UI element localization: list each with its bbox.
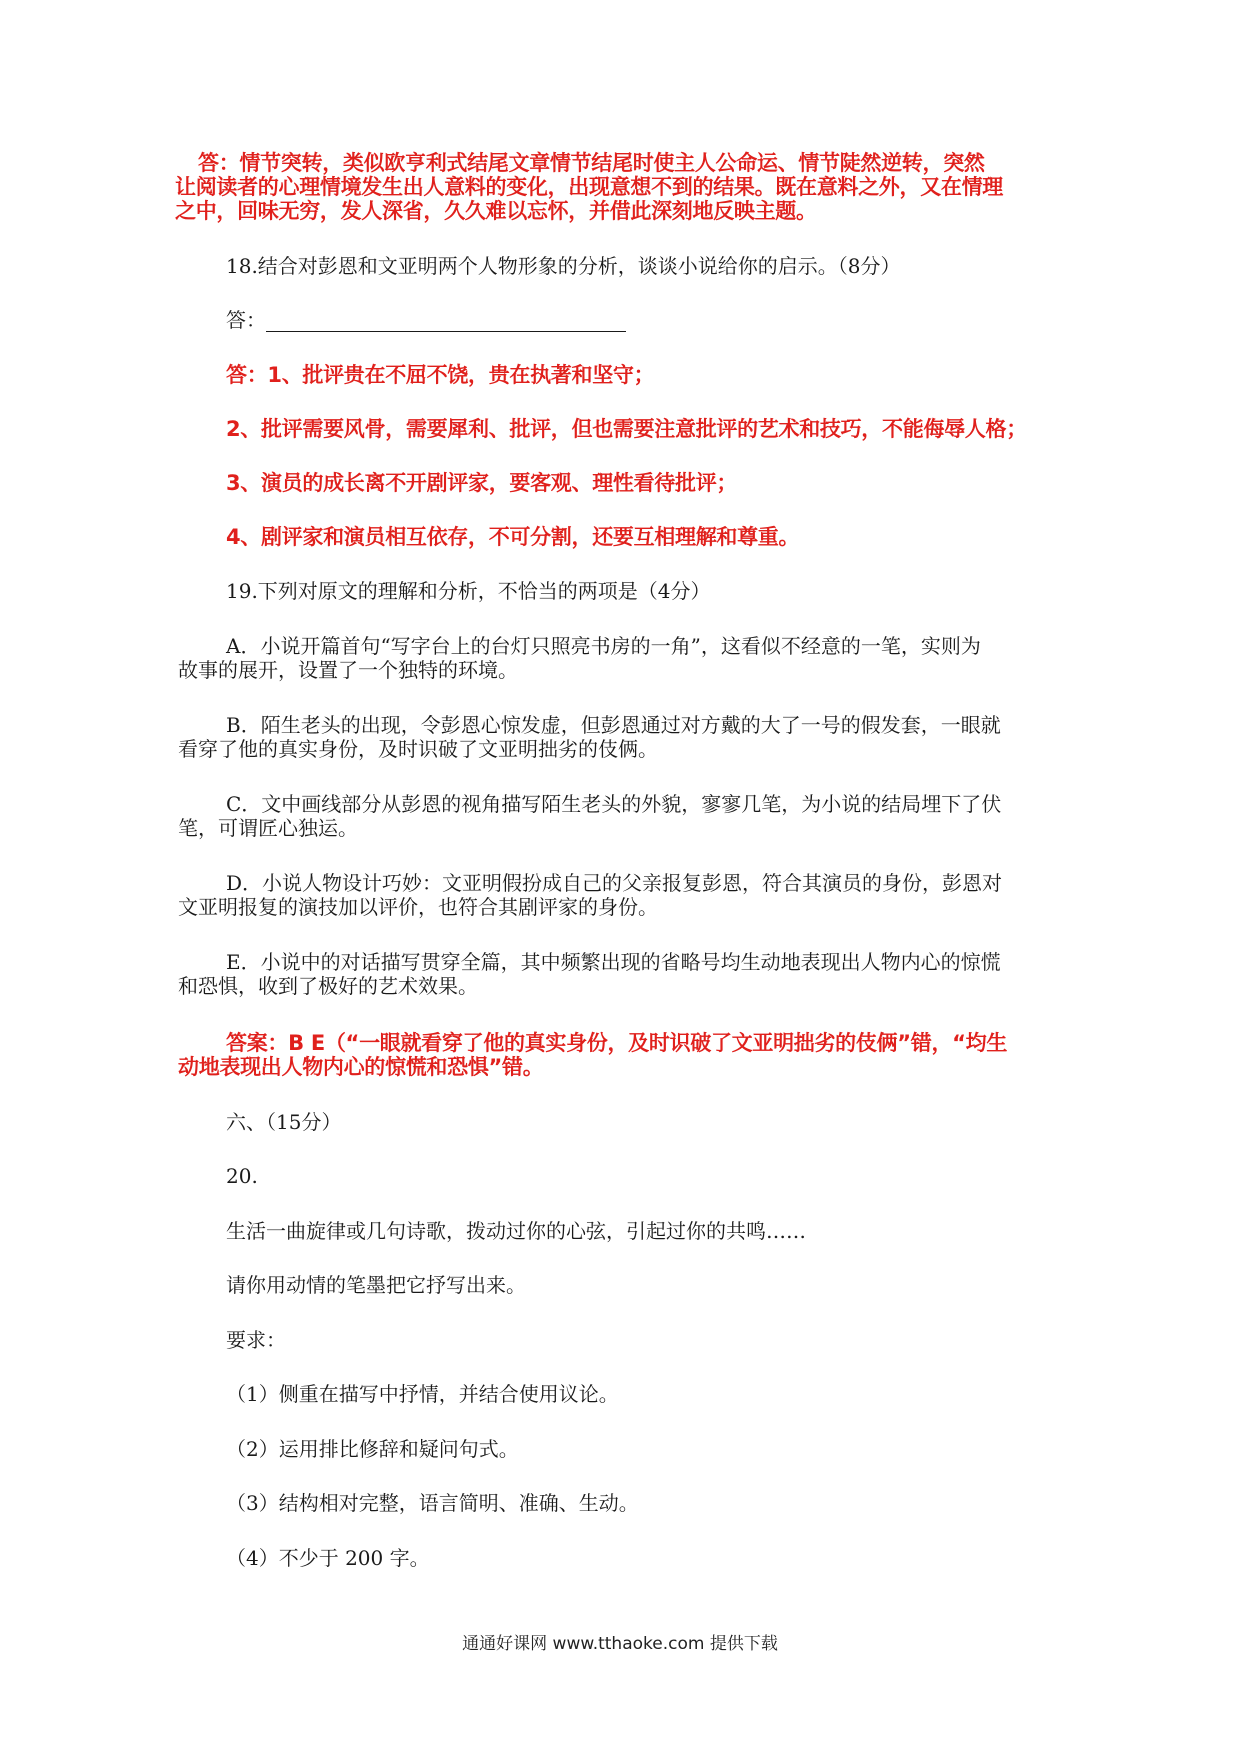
answer-18-item-2: 2、批评需要风骨，需要犀利、批评，但也需要注意批评的艺术和技巧，不能侮辱人格；: [226, 417, 1027, 441]
answer-17-line-1: 答：情节突转，类似欧亨利式结尾文章情节结尾时使主人公命运、情节陡然逆转，突然: [198, 151, 985, 175]
option-c-line-2: 笔，可谓匠心独运。: [178, 816, 358, 840]
section-6-heading: 六、（15分）: [226, 1110, 342, 1134]
question-20-prompt-1: 生活一曲旋律或几句诗歌，拨动过你的心弦，引起过你的共鸣……: [226, 1219, 806, 1243]
question-18: 18.结合对彭恩和文亚明两个人物形象的分析，谈谈小说给你的启示。（8分）: [226, 254, 901, 278]
option-d-line-2: 文亚明报复的演技加以评价，也符合其剧评家的身份。: [178, 895, 658, 919]
question-20-prompt-2: 请你用动情的笔墨把它抒写出来。: [226, 1273, 526, 1297]
page-footer: 通通好课网 www.tthaoke.com 提供下载: [462, 1634, 778, 1654]
requirement-2: （2）运用排比修辞和疑问句式。: [226, 1437, 519, 1461]
question-20-number: 20.: [226, 1164, 258, 1188]
requirements-label: 要求：: [226, 1328, 286, 1352]
answer-19-line-2: 动地表现出人物内心的惊慌和恐惧”错。: [178, 1055, 544, 1079]
requirement-4: （4）不少于 200 字。: [226, 1546, 430, 1570]
answer-18-item-4: 4、剧评家和演员相互依存，不可分割，还要互相理解和尊重。: [226, 525, 800, 549]
answer-17-line-2: 让阅读者的心理情境发生出人意料的变化，出现意想不到的结果。既在意料之外，又在情理: [175, 175, 1003, 199]
option-d-line-1: D．小说人物设计巧妙：文亚明假扮成自己的父亲报复彭恩，符合其演员的身份，彭恩对: [226, 871, 1003, 895]
answer-18-blank: [226, 308, 626, 332]
requirement-1: （1）侧重在描写中抒情，并结合使用议论。: [226, 1382, 619, 1406]
answer-17-line-3: 之中，回味无穷，发人深省，久久难以忘怀，并借此深刻地反映主题。: [175, 199, 817, 223]
option-e-line-1: E．小说中的对话描写贯穿全篇，其中频繁出现的省略号均生动地表现出人物内心的惊慌: [226, 950, 1001, 974]
option-b-line-1: B．陌生老头的出现，令彭恩心惊发虚，但彭恩通过对方戴的大了一号的假发套，一眼就: [226, 713, 1001, 737]
question-19: 19.下列对原文的理解和分析，不恰当的两项是（4分）: [226, 579, 711, 603]
option-a-line-1: A．小说开篇首句“写字台上的台灯只照亮书房的一角”，这看似不经意的一笔，实则为: [226, 634, 981, 658]
option-e-line-2: 和恐惧，收到了极好的艺术效果。: [178, 974, 478, 998]
answer-19-line-1: 答案：B E（“一眼就看穿了他的真实身份，及时识破了文亚明拙劣的伎俩”错，“均生: [226, 1031, 1008, 1055]
answer-prompt: 答：: [226, 308, 266, 332]
option-b-line-2: 看穿了他的真实身份，及时识破了文亚明拙劣的伎俩。: [178, 737, 658, 761]
answer-18-item-3: 3、演员的成长离不开剧评家，要客观、理性看待批评；: [226, 471, 738, 495]
option-a-line-2: 故事的展开，设置了一个独特的环境。: [178, 658, 518, 682]
answer-18-item-1: 答：1、批评贵在不屈不饶，贵在执著和坚守；: [226, 363, 655, 387]
option-c-line-1: C．文中画线部分从彭恩的视角描写陌生老头的外貌，寥寥几笔，为小说的结局埋下了伏: [226, 792, 1002, 816]
answer-blank-line: [266, 309, 626, 332]
requirement-3: （3）结构相对完整，语言简明、准确、生动。: [226, 1491, 639, 1515]
